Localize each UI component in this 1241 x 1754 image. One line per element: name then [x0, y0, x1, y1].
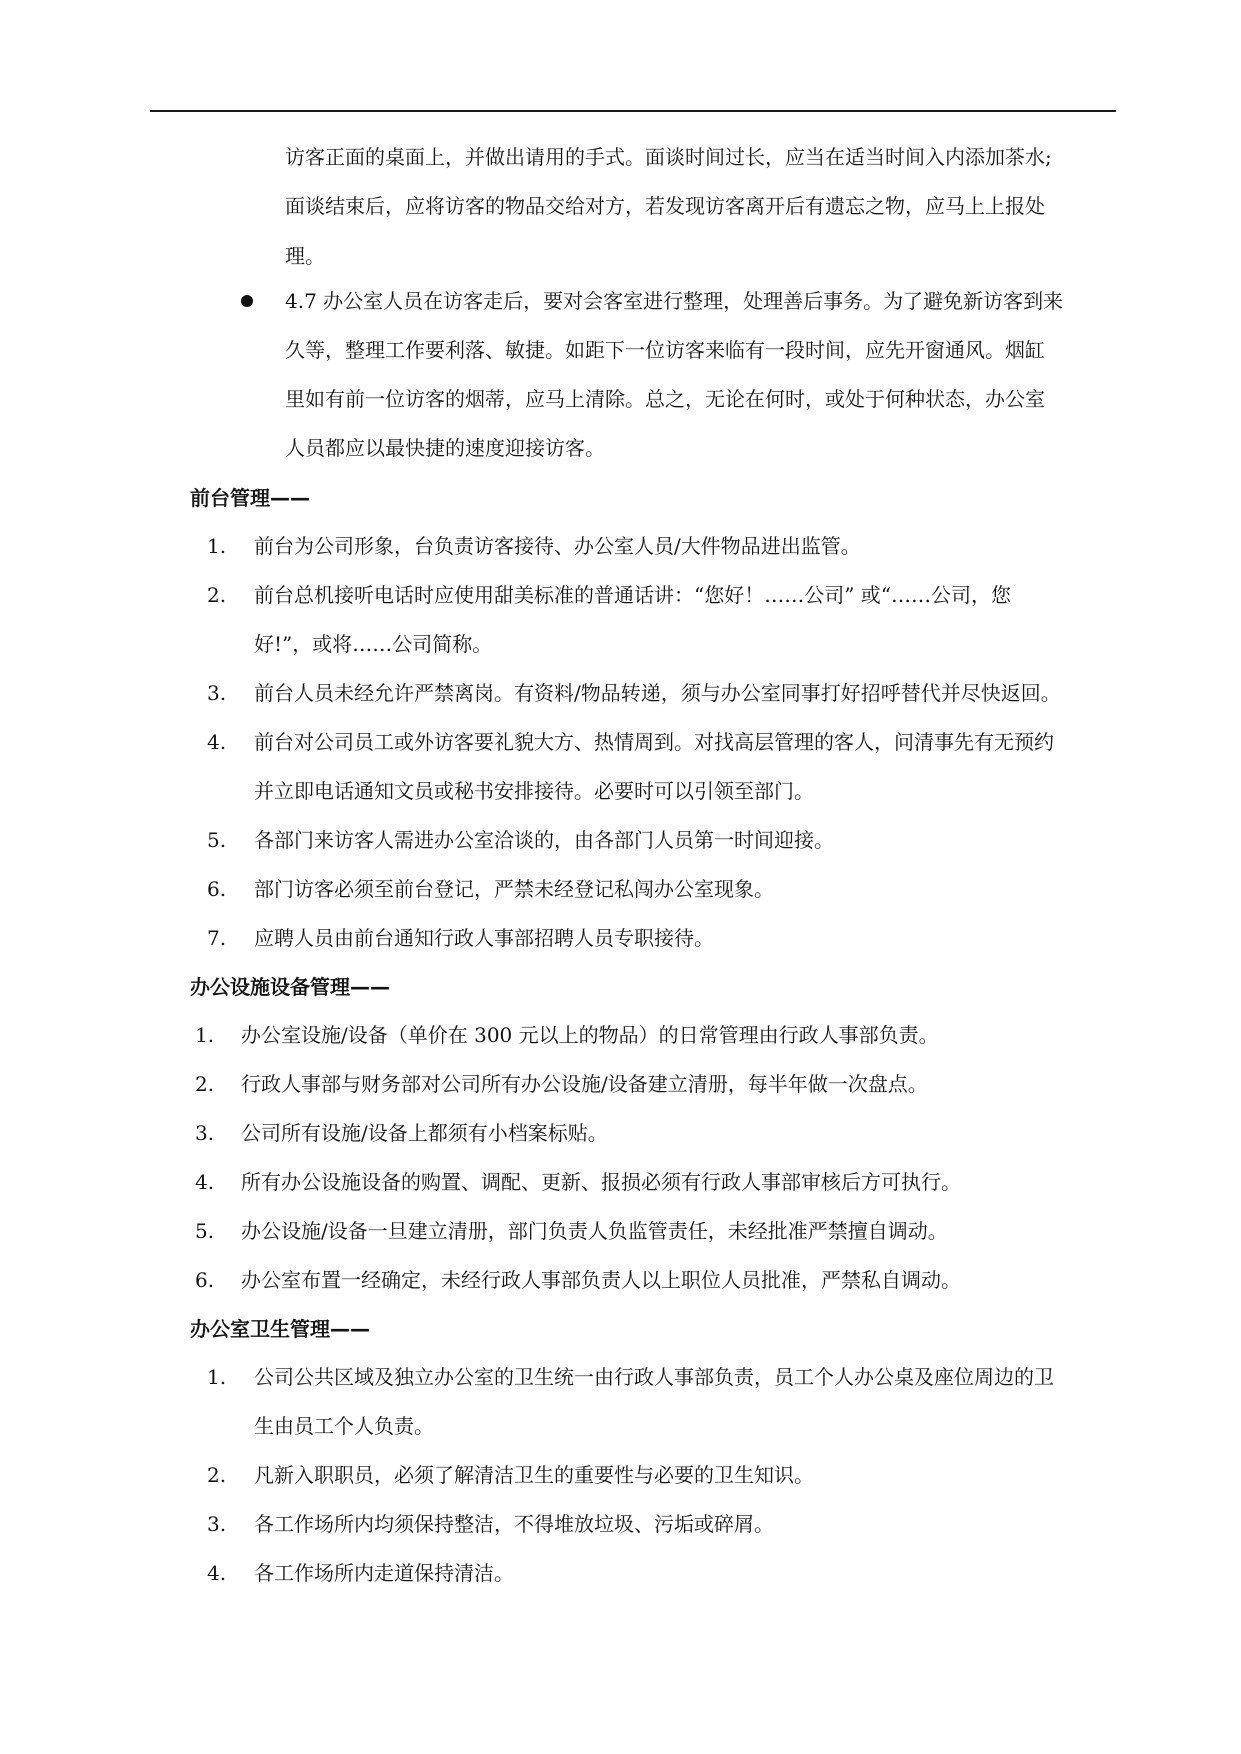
intro-line-2: 面谈结束后，应将访客的物品交给对方，若发现访客离开后有遗忘之物，应马上上报处 — [285, 194, 1045, 218]
list-item: 部门访客必须至前台登记，严禁未经登记私闯办公室现象。 — [254, 877, 774, 901]
list-item: 办公设施/设备一旦建立清册，部门负责人负监管责任，未经批准严禁擅自调动。 — [241, 1219, 948, 1243]
intro-line-3: 理。 — [285, 244, 325, 268]
list-item: 前台人员未经允许严禁离岗。有资料/物品转递，须与办公室同事打好招呼替代并尽快返回。 — [254, 681, 1061, 705]
list-item: 办公室布置一经确定，未经行政人事部负责人以上职位人员批准，严禁私自调动。 — [241, 1268, 961, 1292]
list-item-continuation: 好!”，或将……公司简称。 — [254, 632, 493, 656]
list-item: 所有办公设施设备的购置、调配、更新、报损必须有行政人事部审核后方可执行。 — [241, 1170, 961, 1194]
list-number: 1. — [207, 534, 227, 558]
section-title-hygiene: 办公室卫生管理—— — [190, 1317, 370, 1341]
list-item: 前台为公司形象，台负责访客接待、办公室人员/大件物品进出监管。 — [254, 534, 861, 558]
list-number: 3. — [207, 1512, 227, 1536]
list-item: 前台总机接听电话时应使用甜美标准的普通话讲：“您好！……公司” 或“……公司，您 — [254, 583, 1012, 607]
bullet-dot — [241, 295, 253, 307]
list-number: 1. — [195, 1023, 215, 1047]
list-number: 6. — [195, 1268, 215, 1292]
header-rule — [150, 110, 1116, 112]
list-item: 办公室设施/设备（单价在 300 元以上的物品）的日常管理由行政人事部负责。 — [241, 1023, 939, 1047]
list-item: 行政人事部与财务部对公司所有办公设施/设备建立清册，每半年做一次盘点。 — [241, 1072, 928, 1096]
list-number: 1. — [207, 1365, 227, 1389]
list-number: 4. — [207, 1561, 227, 1585]
bullet-line-3: 里如有前一位访客的烟蒂，应马上清除。总之，无论在何时，或处于何种状态，办公室 — [285, 387, 1045, 411]
section-title-facilities: 办公设施设备管理—— — [190, 975, 390, 999]
list-item: 各工作场所内走道保持清洁。 — [254, 1561, 514, 1585]
bullet-line-4: 人员都应以最快捷的速度迎接访客。 — [285, 436, 605, 460]
list-number: 2. — [207, 1463, 227, 1487]
list-item: 各工作场所内均须保持整洁，不得堆放垃圾、污垢或碎屑。 — [254, 1512, 774, 1536]
list-number: 2. — [207, 583, 227, 607]
list-item: 各部门来访客人需进办公室洽谈的，由各部门人员第一时间迎接。 — [254, 828, 834, 852]
list-number: 3. — [207, 681, 227, 705]
list-item-continuation: 生由员工个人负责。 — [254, 1414, 434, 1438]
section-title-front-desk: 前台管理—— — [190, 486, 310, 510]
list-item-continuation: 并立即电话通知文员或秘书安排接待。必要时可以引领至部门。 — [254, 779, 814, 803]
intro-line-1: 访客正面的桌面上，并做出请用的手式。面谈时间过长，应当在适当时间入内添加茶水; — [285, 145, 1052, 169]
list-item: 公司公共区域及独立办公室的卫生统一由行政人事部负责，员工个人办公桌及座位周边的卫 — [254, 1365, 1054, 1389]
list-number: 3. — [195, 1121, 215, 1145]
bullet-line-2: 久等，整理工作要利落、敏捷。如距下一位访客来临有一段时间，应先开窗通风。烟缸 — [285, 338, 1045, 362]
list-number: 7. — [207, 926, 227, 950]
list-number: 5. — [207, 828, 227, 852]
list-number: 2. — [195, 1072, 215, 1096]
list-number: 6. — [207, 877, 227, 901]
list-item: 前台对公司员工或外访客要礼貌大方、热情周到。对找高层管理的客人，问清事先有无预约 — [254, 730, 1054, 754]
list-item: 凡新入职职员，必须了解清洁卫生的重要性与必要的卫生知识。 — [254, 1463, 814, 1487]
list-item: 公司所有设施/设备上都须有小档案标贴。 — [241, 1121, 608, 1145]
list-number: 4. — [195, 1170, 215, 1194]
list-number: 5. — [195, 1219, 215, 1243]
bullet-line-1: 4.7 办公室人员在访客走后，要对会客室进行整理，处理善后事务。为了避免新访客到来 — [285, 289, 1064, 313]
list-number: 4. — [207, 730, 227, 754]
list-item: 应聘人员由前台通知行政人事部招聘人员专职接待。 — [254, 926, 714, 950]
